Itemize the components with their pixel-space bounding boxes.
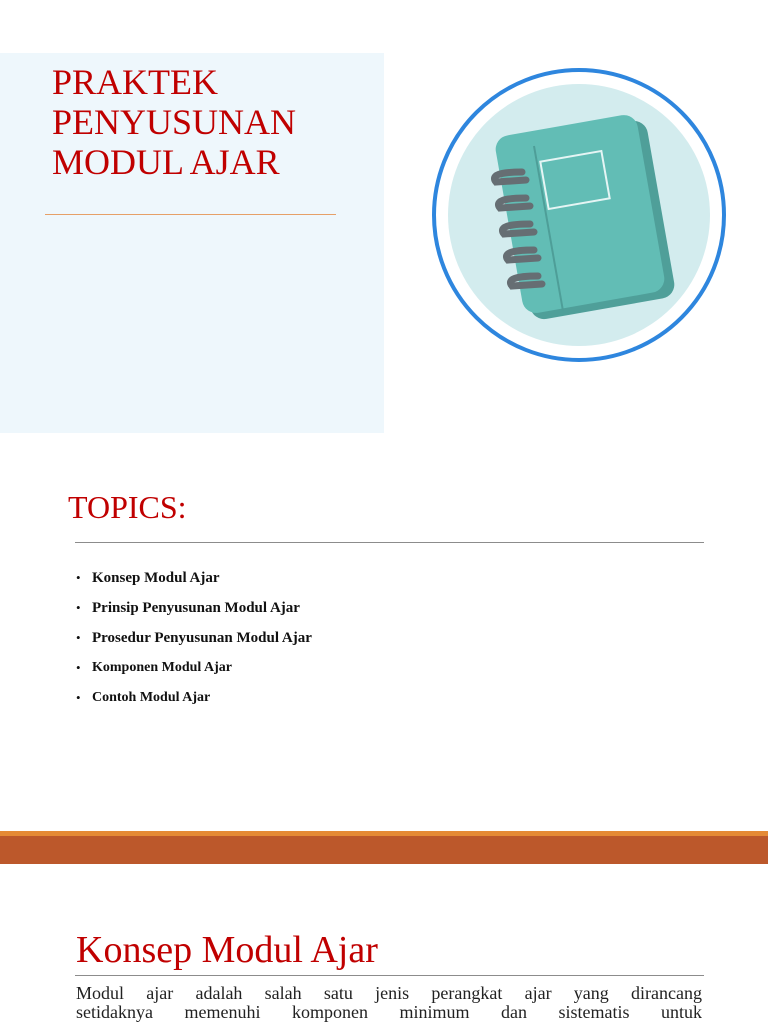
topic-label: Prinsip Penyusunan Modul Ajar [92, 600, 300, 616]
konsep-underline [75, 975, 704, 976]
topic-list [76, 566, 312, 716]
list-item [76, 566, 312, 596]
spiral-notebook-icon [430, 68, 730, 368]
title-underline [45, 214, 336, 215]
title-line-3: MODUL AJAR [52, 142, 280, 182]
bullet-icon: • [76, 630, 81, 645]
konsep-heading: Konsep Modul Ajar [76, 929, 378, 971]
slide-divider-band [0, 836, 768, 864]
title-line-2: PENYUSUNAN [52, 102, 297, 142]
topics-underline [75, 542, 704, 543]
topic-label: Prosedur Penyusunan Modul Ajar [92, 630, 312, 646]
bullet-icon: • [76, 660, 81, 675]
title-line-1: PRAKTEK [52, 62, 219, 102]
body-line-2: setidaknya memenuhi komponen minimum dan sistematis untuk [76, 1002, 702, 1022]
topic-label: Contoh Modul Ajar [92, 690, 211, 705]
list-item [76, 686, 312, 716]
body-line-1: Modul ajar adalah salah satu jenis perangkat ajar yang dirancang [76, 983, 702, 1003]
list-item [76, 656, 312, 686]
bullet-icon: • [76, 570, 81, 585]
konsep-body-text [76, 984, 702, 1022]
topics-heading: TOPICS: [68, 489, 187, 525]
bullet-icon: • [76, 690, 81, 705]
bullet-icon: • [76, 600, 81, 615]
topic-label: Komponen Modul Ajar [92, 660, 233, 675]
list-item [76, 626, 312, 656]
list-item [76, 596, 312, 626]
topic-label: Konsep Modul Ajar [92, 570, 220, 586]
presentation-title [52, 62, 372, 182]
